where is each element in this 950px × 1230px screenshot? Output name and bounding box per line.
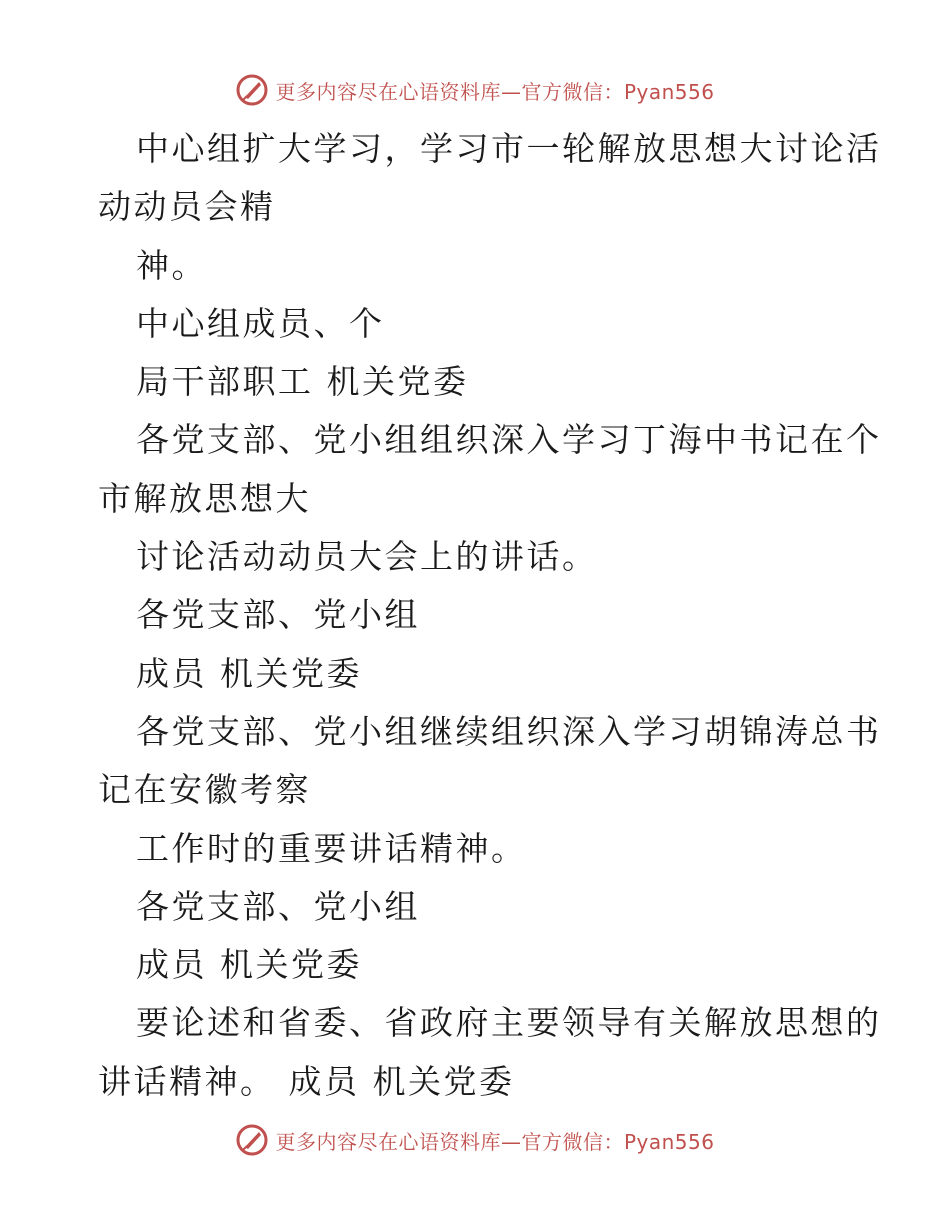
- text-line: 各党支部、党小组: [136, 595, 420, 635]
- header-watermark-banner: [0, 70, 950, 110]
- text-line: 讨论活动动员大会上的讲话。: [136, 537, 598, 577]
- text-line: 各党支部、党小组: [136, 886, 420, 926]
- text-line: 市解放思想大: [98, 478, 311, 518]
- text-line: 工作时的重要讲话精神。: [136, 828, 527, 868]
- text-line: 动动员会精: [98, 187, 276, 227]
- footer-watermark-banner: [0, 1120, 950, 1160]
- text-line: 中心组成员、个: [136, 303, 385, 343]
- text-line: 局干部职工 机关党委: [136, 362, 469, 402]
- text-line: 各党支部、党小组组织深入学习丁海中书记在个: [136, 420, 882, 460]
- text-line: 中心组扩大学习，学习市一轮解放思想大讨论活: [136, 129, 882, 168]
- footer-watermark-text: 更多内容尽在心语资料库—官方微信：Pyan556: [275, 1129, 715, 1154]
- document-body: [98, 120, 882, 1111]
- text-line: 要论述和省委、省政府主要领导有关解放思想的: [136, 1003, 882, 1043]
- text-line: 神。: [136, 245, 207, 285]
- quill-logo-icon: [235, 73, 269, 107]
- text-line: 各党支部、党小组继续组织深入学习胡锦涛总书: [136, 711, 882, 751]
- text-line: 讲话精神。 成员 机关党委: [98, 1061, 515, 1101]
- text-line: 记在安徽考察: [98, 770, 311, 810]
- header-watermark-text: 更多内容尽在心语资料库—官方微信：Pyan556: [275, 79, 715, 104]
- quill-logo-icon: [235, 1123, 269, 1157]
- text-line: 成员 机关党委: [136, 945, 362, 985]
- text-line: 成员 机关党委: [136, 653, 362, 693]
